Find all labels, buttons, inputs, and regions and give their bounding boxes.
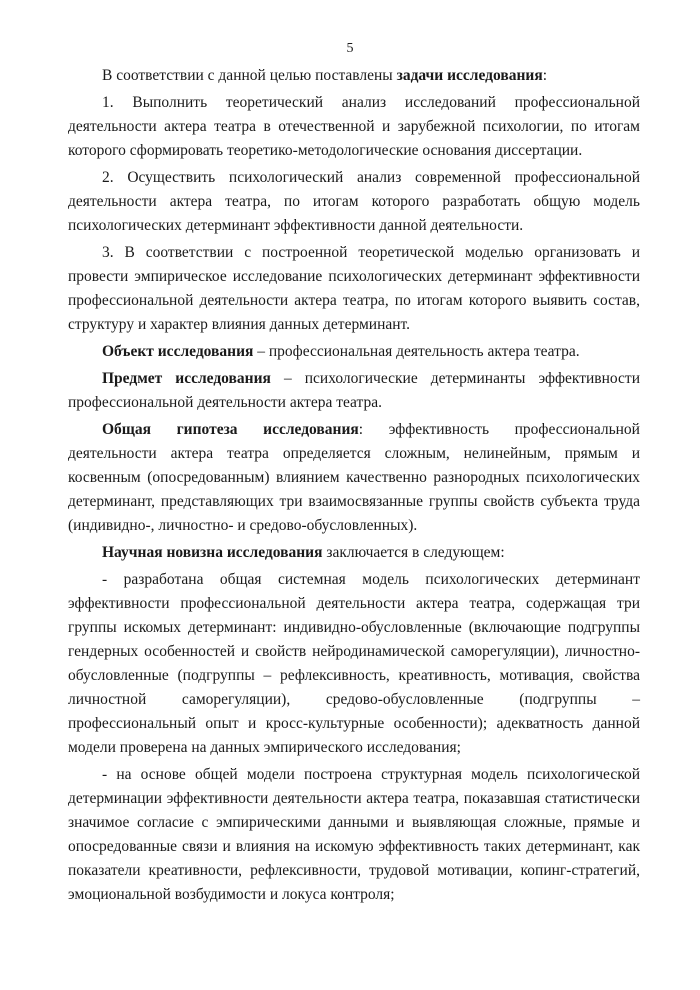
text-run: В соответствии с данной целью поставлены [102,67,397,84]
bold-term: Научная новизна исследования [102,544,323,561]
paragraph [68,763,640,907]
paragraph [68,166,640,238]
text-run: - на основе общей модели построена структурная модель психологической детерминации эффективности деятельности актера театра, показавшая статистически значимое согласие с эмпирическими данными и выявляющая сложные, прямые и опосредованные связи и влияния на искомую эффективность таких детерминант, как показатели креативности, рефлексивности, трудовой мотивации, копинг-стратегий, эмоциональной возбудимости и локуса контроля; [68,766,640,903]
bold-term: Общая гипотеза исследования [102,421,359,438]
text-run: : [542,67,548,84]
text-run: 2. Осуществить психологический анализ современной профессиональной деятельности актера театра, по итогам которого разработать общую модель психологических детерминант эффективности данной деятельности. [68,169,640,234]
text-run: – профессиональная деятельность актера театра. [253,343,580,360]
paragraph [68,91,640,163]
paragraph [68,64,640,88]
bold-term: задачи исследования [396,67,543,84]
paragraph [68,541,640,565]
text-run: заключается в следующем: [322,544,505,561]
paragraph [68,367,640,415]
paragraph [68,418,640,538]
paragraph [68,340,640,364]
body-text [68,64,640,910]
text-run: 3. В соответствии с построенной теоретической моделью организовать и провести эмпирическое исследование психологических детерминант эффективности профессиональной деятельности актера театра, по итогам которого выявить состав, структуру и характер влияния данных детерминант. [68,244,640,333]
page-number: 5 [346,41,354,56]
text-run: : эффективность профессиональной деятельности актера театра определяется сложным, нелинейным, прямым и косвенным (опосредованным) влиянием качественно разнородных психологических детерминант, представляющих три взаимосвязанные группы свойств субъекта труда (индивидно-, личностно- и средово-обусловленных). [68,421,640,534]
paragraph [68,568,640,760]
text-run: 1. Выполнить теоретический анализ исследований профессиональной деятельности актера театра в отечественной и зарубежной психологии, по итогам которого сформировать теоретико-методологические основания диссертации. [68,94,640,159]
text-run: – психологические детерминанты эффективности профессиональной деятельности актера театра. [68,370,640,411]
bold-term: Объект исследования [102,343,254,360]
bold-term: Предмет исследования [102,370,271,387]
paragraph [68,241,640,337]
text-run: - разработана общая системная модель психологических детерминант эффективности профессиональной деятельности актера театра, содержащая три группы искомых детерминант: индивидно-обусловленные (включающие подгруппы гендерных особенностей и свойств нейродинамической саморегуляции), личностно-обусловленные (подгруппы – рефлексивность, креативность, мотивация, свойства личностной саморегуляции), средово-обусловленные (подгруппы – профессиональный опыт и кросс-культурные особенности); адекватность данной модели проверена на данных эмпирического исследования; [68,571,640,756]
